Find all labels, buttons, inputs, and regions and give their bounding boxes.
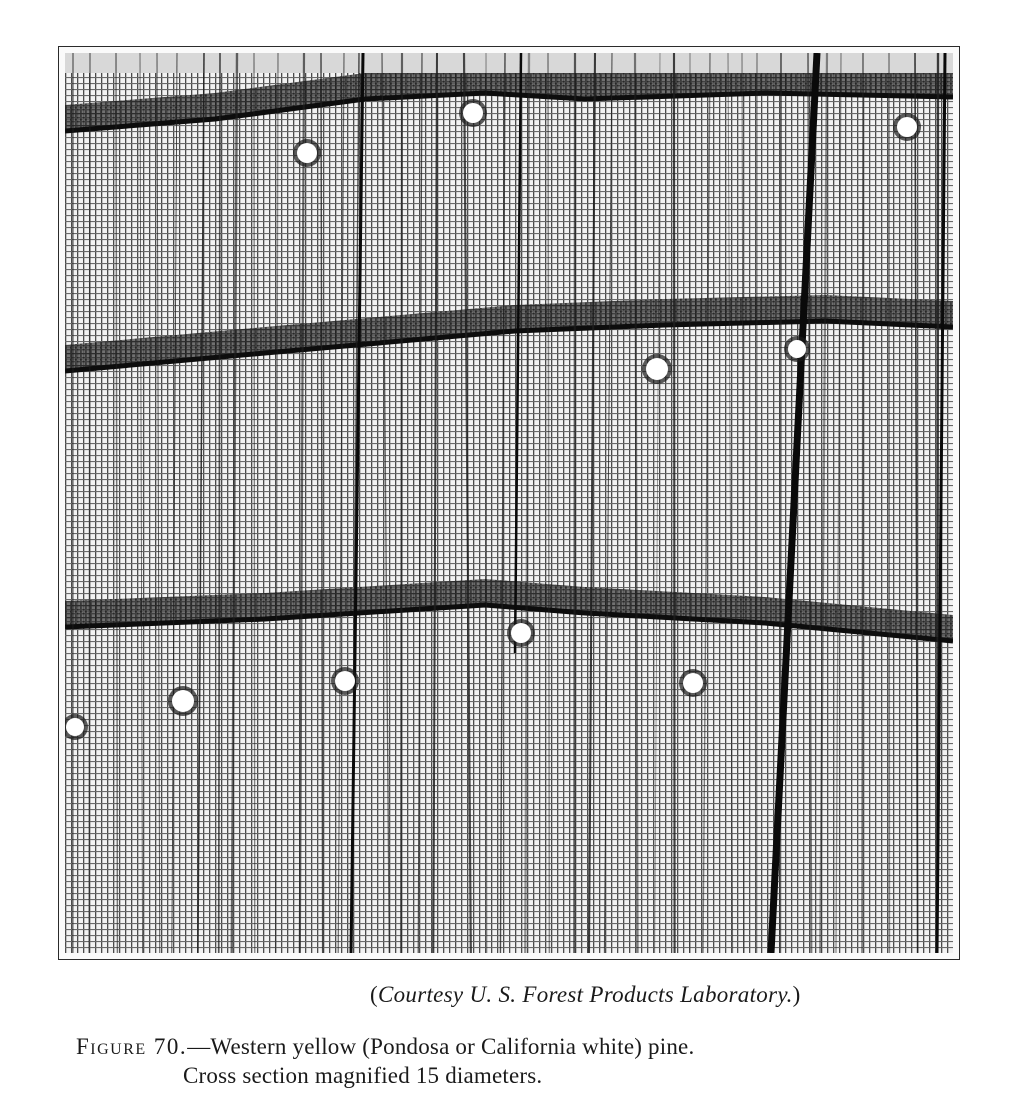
ray-line (862, 53, 863, 953)
figure-caption (76, 1032, 956, 1090)
caption-line-2: Cross section magnified 15 diameters. (183, 1063, 543, 1088)
caption-title: —Western yellow (Pondosa or California white) pine. (187, 1034, 695, 1059)
resin-canal (172, 690, 194, 712)
ray-line (401, 53, 402, 953)
caption-line-1 (76, 1032, 956, 1061)
resin-canal (646, 358, 668, 380)
resin-canal (511, 623, 531, 643)
resin-canal (788, 340, 806, 358)
resin-canal (463, 103, 483, 123)
ray-line (674, 53, 675, 953)
resin-canal (897, 117, 917, 137)
figure-number: Figure 70. (76, 1034, 188, 1059)
resin-canal (66, 718, 84, 736)
resin-canal (335, 671, 355, 691)
wood-cross-section-image (65, 53, 953, 953)
ray-line (574, 53, 575, 953)
figure-frame (58, 46, 960, 960)
ray-line (254, 53, 255, 953)
resin-canal (683, 673, 703, 693)
resin-canal (297, 143, 317, 163)
micrograph-image (65, 53, 953, 953)
photo-credit-text: Courtesy U. S. Forest Products Laboratory. (377, 982, 793, 1007)
photo-credit: (Courtesy U. S. Forest Products Laboratory.) (370, 982, 801, 1007)
ray-line (89, 53, 90, 953)
